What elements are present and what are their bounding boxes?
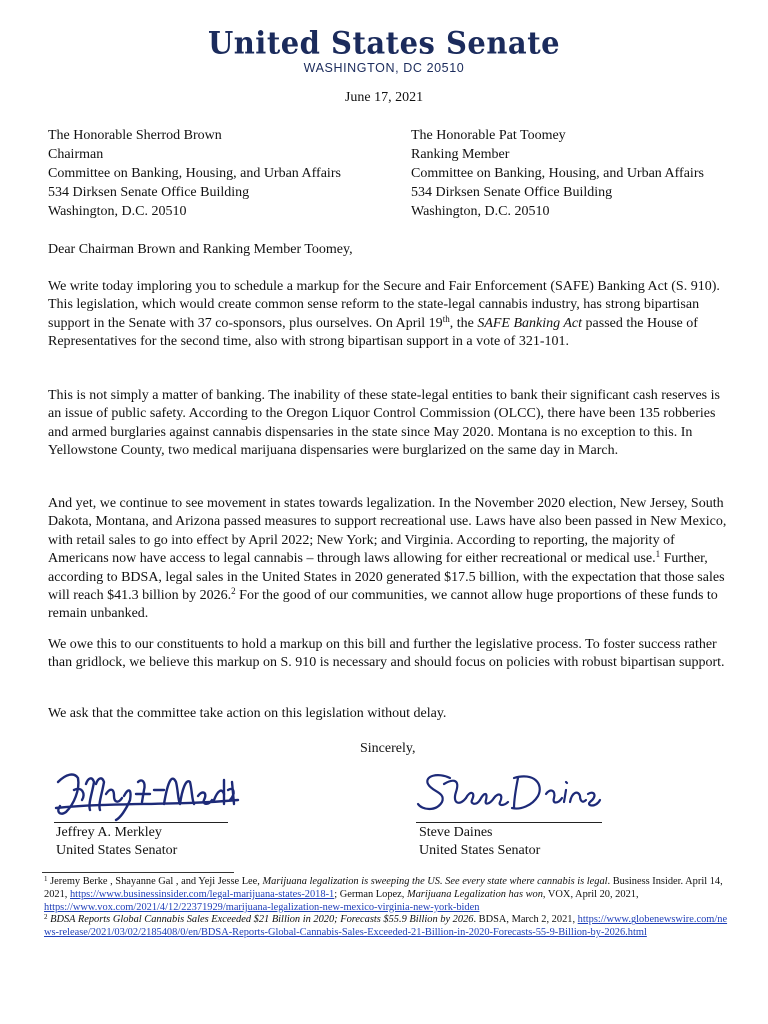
recipient-city: Washington, D.C. 20510 [411, 204, 550, 219]
paragraph-1-text: We write today imploring you to schedule a markup for the Secure and Fair Enforcement (SAFE) Banking Act (S. 910). This legislation, which would create common sense reform to the state-legal cannabis industry, has strong bipartisan support in the Senate with 37 co-sponsors, plus ourselves. On April 19 [48, 279, 720, 331]
paragraph-1-text: , the [449, 315, 478, 331]
recipient-address-right [411, 126, 704, 221]
letter-date: June 17, 2021 [344, 90, 424, 105]
recipient-city: Washington, D.C. 20510 [48, 204, 187, 219]
signer-title: United States Senator [56, 843, 178, 858]
recipient-title: Chairman [48, 147, 104, 162]
paragraph-3 [48, 495, 730, 624]
footnote-text: , VOX, April 20, 2021, [542, 888, 639, 900]
footnote-title: Marijuana legalization is sweeping the US. See every state where cannabis is legal [262, 876, 608, 887]
recipient-committee: Committee on Banking, Housing, and Urban Affairs [411, 166, 704, 181]
footnote-1 [44, 876, 734, 914]
signature-daines [414, 764, 604, 822]
act-name: SAFE Banking Act [477, 315, 583, 331]
paragraph-4: We owe this to our constituents to hold a markup on this bill and further the legislative process. To foster success rather than gridlock, we believe this markup on S. 910 is necessary and should focus on policies with robust bipartisan support. [48, 637, 725, 671]
recipient-name: The Honorable Pat Toomey [411, 128, 566, 143]
footnotes [44, 876, 734, 940]
footnote-text: . BDSA, March 2, 2021, [473, 914, 578, 926]
signer-name: Jeffrey A. Merkley [56, 825, 162, 840]
letterhead-title: United States Senate [207, 25, 561, 61]
paragraph-3-text: For the good of our communities, we cannot allow huge proportions of these funds to remain unbanked. [48, 588, 718, 622]
footnote-rule [42, 872, 234, 873]
signature-line [416, 822, 602, 823]
footnote-number: 1 [44, 875, 48, 883]
footnote-link[interactable]: https://www.businessinsider.com/legal-marijuana-states-2018-1 [69, 888, 335, 900]
superscript: th [442, 313, 450, 324]
footnote-title: BDSA Reports Global Cannabis Sales Exceeded $21 Billion in 2020; Forecasts $55.9 Billion by 2026 [47, 914, 474, 926]
letterhead-subtitle: WASHINGTON, DC 20510 [303, 61, 465, 75]
recipient-committee: Committee on Banking, Housing, and Urban Affairs [48, 166, 341, 181]
footnote-link[interactable]: https://www.vox.com/2021/4/12/22371929/marijuana-legalization-new-mexico-virginia-new-york-biden [44, 901, 480, 913]
footnote-number: 2 [44, 913, 48, 922]
paragraph-3-text: And yet, we continue to see movement in states towards legalization. In the November 2020 election, New Jersey, South Dakota, Montana, and Arizona passed measures to support recreational use. Laws have also been passed in New Mexico, with retail sales to go into effect by April 2022; New York; and Virginia. According to reporting, the majority of Americans now have access to legal cannabis – through laws allowing for either recreational or medical use. [48, 496, 727, 567]
recipient-address-left [48, 126, 341, 221]
salutation: Dear Chairman Brown and Ranking Member Toomey, [48, 242, 353, 257]
footnote-text: Jeremy Berke , Shayanne Gal , and Yeji Jesse Lee, [47, 876, 263, 887]
recipient-name: The Honorable Sherrod Brown [48, 128, 222, 143]
paragraph-1-text: passed the House of Representatives for the second time, also with strong bipartisan support in a vote of 321-101. [48, 315, 698, 350]
footnote-ref[interactable]: 2 [231, 586, 236, 597]
letterhead [0, 25, 768, 75]
paragraph-3-text: Further, according to BDSA, legal sales in the United States in 2020 generated $17.5 billion, with the expectation that those sales will reach $41.3 billion by 2026. [48, 551, 725, 604]
footnote-ref[interactable]: 1 [655, 549, 661, 560]
footnote-2 [44, 914, 734, 940]
paragraph-2: This is not simply a matter of banking. The inability of these state-legal entities to bank their significant cash reserves is an issue of public safety. According to the Oregon Liquor Control Commission (OLCC), there have been 135 robberies and armed burglaries against cannabis dispensaries in the state since May 2020. Montana is no exception to this. In Yellowstone County, two medical marijuana dispensaries were burglarized on the same day in March. [48, 388, 720, 459]
recipient-building: 534 Dirksen Senate Office Building [411, 185, 613, 200]
footnote-text: . Business Insider. April 14, 2021, [44, 876, 723, 900]
signer-left-block [56, 824, 177, 860]
footnote-title: Marijuana Legalization has won [406, 888, 543, 900]
signature-merkley [52, 760, 242, 822]
closing: Sincerely, [360, 741, 416, 756]
footnote-text: ; German Lopez, [334, 888, 407, 900]
signature-line [54, 822, 228, 823]
signer-name: Steve Daines [419, 825, 493, 840]
recipient-building: 534 Dirksen Senate Office Building [48, 185, 250, 200]
footnote-link[interactable]: https://www.globenewswire.com/news-release/2021/03/02/2185408/0/en/BDSA-Reports-Global-Cannabis-Sales-Exceeded-21-Billion-in-2020-Forecasts-55-9-Billion-by-2026.html [44, 914, 728, 939]
paragraph-5: We ask that the committee take action on this legislation without delay. [48, 706, 447, 721]
signer-title: United States Senator [419, 843, 541, 858]
paragraph-1 [48, 278, 730, 352]
recipient-title: Ranking Member [411, 147, 510, 162]
signer-right-block [419, 824, 540, 860]
